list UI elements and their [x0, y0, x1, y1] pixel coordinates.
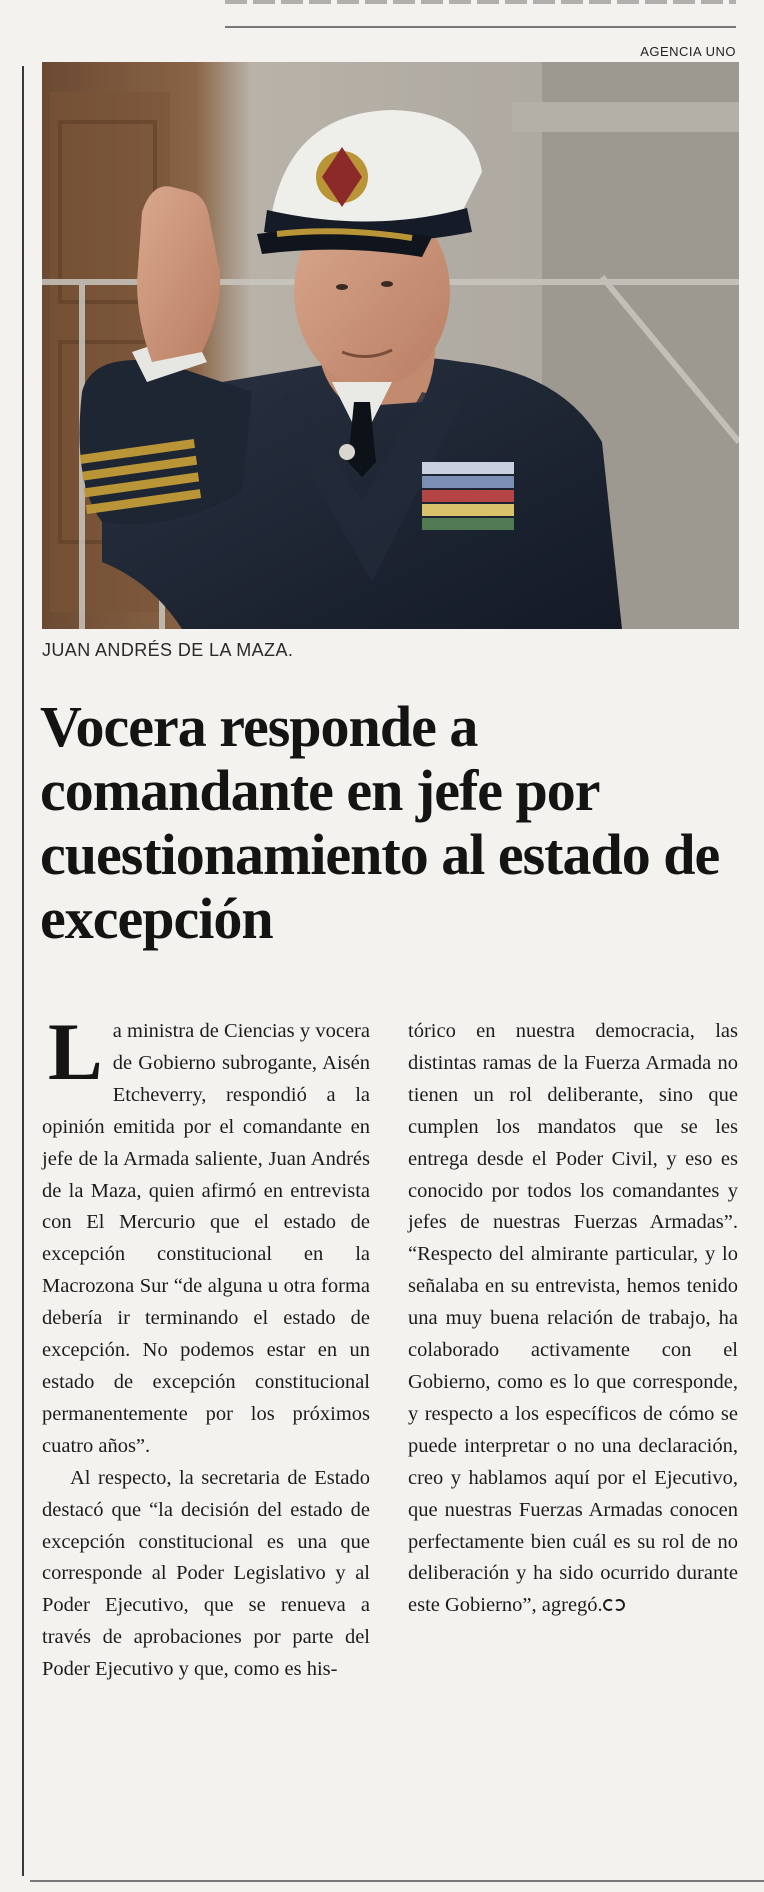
column-divider — [22, 66, 24, 1876]
photo-credit: AGENCIA UNO — [640, 44, 736, 59]
article-photo — [42, 62, 739, 629]
previous-article-fragment — [225, 0, 736, 4]
article-column-left — [42, 1006, 370, 1686]
photo-caption: JUAN ANDRÉS DE LA MAZA. — [42, 640, 294, 660]
admiral-saluting-image — [42, 62, 739, 629]
article-paragraph-1 — [42, 1006, 370, 1463]
top-divider — [225, 26, 736, 28]
publication-end-mark-icon — [603, 1598, 625, 1612]
article-column-right — [408, 1016, 738, 1622]
drop-cap: L — [48, 1006, 103, 1097]
bottom-divider — [30, 1880, 764, 1882]
paragraph-2-continued-text: tórico en nuestra democracia, las distintas ramas de la Fuerza Armada no tienen un rol deliberante, sino que cumplen los mandatos que se les entrega desde el Poder Civil, y eso es conocido por todos los comandantes y jefes de nuestras Fuerzas Armadas”. “Respecto del almirante particular, y lo señalaba en su entrevista, hemos tenido una muy buena relación de trabajo, ha colaborado activamente con el Gobierno, como es lo que corresponde, y respecto a los específicos de cómo se puede interpretar o no una declaración, creo y hablamos aquí por el Ejecutivo, que nuestras Fuerzas Armadas conocen perfectamente bien cuál es su rol de no deliberación y ha sido ocurrido durante este Gobierno”, agregó. — [408, 1020, 738, 1617]
article-headline: Vocera responde a comandante en jefe por cuestionamiento al estado de excepción — [40, 694, 720, 951]
paragraph-1-text: a ministra de Ciencias y vocera de Gobierno subrogante, Aisén Etcheverry, respondió a la opinión emitida por el comandante en jefe de la Armada saliente, Juan Andrés de la Maza, quien afirmó en entrevista con El Mercurio que el estado de excepción constitucional en la Macrozona Sur “de alguna u otra forma debería ir terminando el estado de excepción. No podemos estar en un estado de excepción constitucional permanentemente por los próximos cuatro años”. — [42, 1020, 370, 1457]
article-paragraph-2-start: Al respecto, la secretaria de Estado destacó que “la decisión del estado de excepción constitucional es una que corresponde al Poder Legislativo y al Poder Ejecutivo, que se renueva a través de aprobaciones por parte del Poder Ejecutivo y que, como es his- — [42, 1466, 370, 1681]
article-paragraph-2-continued — [408, 1016, 738, 1622]
